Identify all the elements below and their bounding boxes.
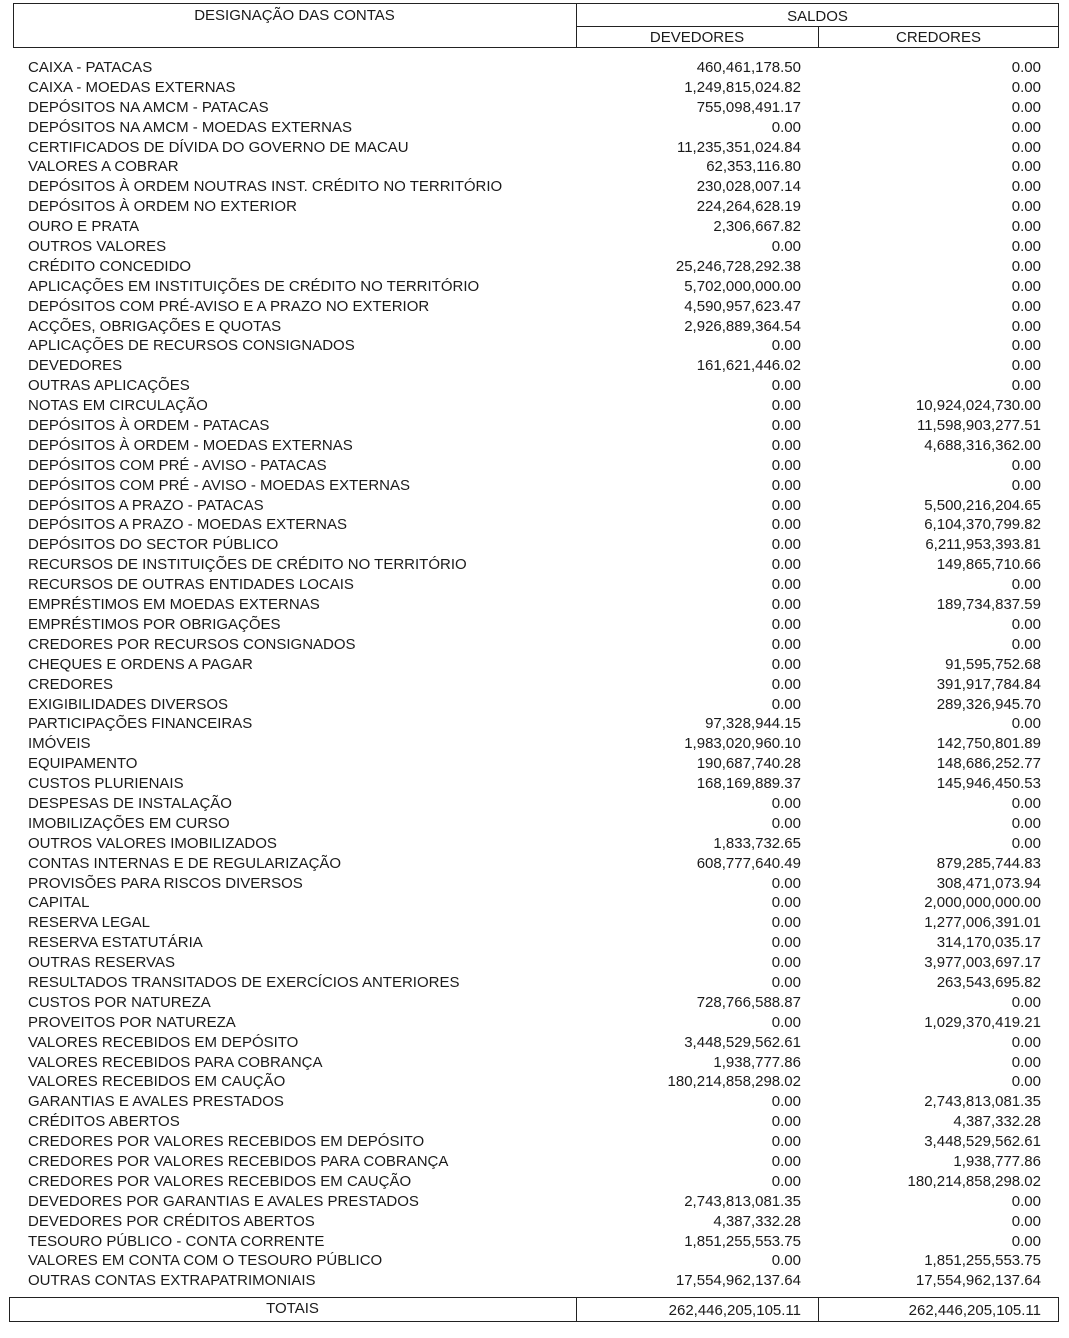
debit-value: 1,249,815,024.82 xyxy=(684,78,801,96)
debit-value: 608,777,640.49 xyxy=(696,854,801,872)
table-row xyxy=(0,874,1069,894)
table-row xyxy=(0,297,1069,317)
debit-value: 0.00 xyxy=(771,655,801,673)
table-row xyxy=(0,754,1069,774)
table-row xyxy=(0,336,1069,356)
table-row xyxy=(0,575,1069,595)
header-top-border xyxy=(13,3,1059,4)
account-name: RECURSOS DE INSTITUIÇÕES DE CRÉDITO NO TERRITÓRIO xyxy=(28,556,467,574)
account-name: RESERVA ESTATUTÁRIA xyxy=(28,934,203,952)
table-row xyxy=(0,893,1069,913)
account-name: DEPÓSITOS COM PRÉ - AVISO - PATACAS xyxy=(28,456,327,474)
debit-value: 0.00 xyxy=(771,794,801,812)
credit-value: 0.00 xyxy=(1011,78,1041,96)
table-row xyxy=(0,635,1069,655)
debit-value: 460,461,178.50 xyxy=(696,59,801,76)
debit-value: 0.00 xyxy=(771,576,801,594)
account-name: IMÓVEIS xyxy=(28,735,91,753)
credit-value: 145,946,450.53 xyxy=(936,775,1041,793)
credit-value: 10,924,024,730.00 xyxy=(915,397,1041,415)
account-name: PROVISÕES PARA RISCOS DIVERSOS xyxy=(28,874,303,892)
table-row xyxy=(0,118,1069,138)
credit-value: 263,543,695.82 xyxy=(936,973,1041,991)
account-name: OURO E PRATA xyxy=(28,218,140,236)
account-name: DEVEDORES POR CRÉDITOS ABERTOS xyxy=(28,1212,315,1230)
account-name: OUTRAS APLICAÇÕES xyxy=(28,377,190,395)
credit-value: 1,938,777.86 xyxy=(953,1152,1041,1170)
account-name: VALORES RECEBIDOS PARA COBRANÇA xyxy=(28,1053,323,1071)
table-row xyxy=(0,476,1069,496)
totals-bottom-border xyxy=(9,1321,1059,1322)
debit-value: 62,353,116.80 xyxy=(706,158,801,176)
table-row xyxy=(0,157,1069,177)
debit-value: 0.00 xyxy=(771,934,801,952)
debit-value: 0.00 xyxy=(771,914,801,932)
table-row xyxy=(0,1192,1069,1212)
credit-value: 189,734,837.59 xyxy=(936,596,1041,614)
table-row xyxy=(0,913,1069,933)
credit-value: 11,598,903,277.51 xyxy=(916,417,1041,435)
credit-value: 0.00 xyxy=(1011,317,1041,335)
account-name: EMPRÉSTIMOS EM MOEDAS EXTERNAS xyxy=(28,596,320,614)
table-row xyxy=(0,555,1069,575)
debit-value: 0.00 xyxy=(771,118,801,136)
account-name: DEPÓSITOS DO SECTOR PÚBLICO xyxy=(28,536,279,554)
account-name: CRÉDITOS ABERTOS xyxy=(28,1113,180,1131)
credit-value: 1,851,255,553.75 xyxy=(924,1252,1041,1270)
debit-value: 0.00 xyxy=(771,496,801,514)
debit-value: 0.00 xyxy=(771,1252,801,1270)
credit-value: 4,387,332.28 xyxy=(953,1113,1041,1131)
account-name: OUTRAS CONTAS EXTRAPATRIMONIAIS xyxy=(28,1272,316,1290)
credit-value: 0.00 xyxy=(1011,1033,1041,1051)
debit-value: 11,235,351,024.84 xyxy=(676,138,801,156)
account-name: CREDORES POR VALORES RECEBIDOS EM CAUÇÃO xyxy=(28,1172,412,1190)
account-name: OUTROS VALORES xyxy=(28,238,167,256)
credit-value: 2,743,813,081.35 xyxy=(924,1093,1041,1111)
table-row xyxy=(0,595,1069,615)
debit-value: 168,169,889.37 xyxy=(696,775,801,793)
credit-value: 0.00 xyxy=(1011,158,1041,176)
account-name: CREDORES POR RECURSOS CONSIGNADOS xyxy=(28,635,356,653)
credit-value: 0.00 xyxy=(1011,993,1041,1011)
table-row xyxy=(0,317,1069,337)
debit-value: 728,766,588.87 xyxy=(696,993,801,1011)
table-row xyxy=(0,615,1069,635)
debit-value: 0.00 xyxy=(771,1093,801,1111)
debit-value: 0.00 xyxy=(771,556,801,574)
account-name: DEPÓSITOS A PRAZO - PATACAS xyxy=(28,496,264,514)
account-name: RESULTADOS TRANSITADOS DE EXERCÍCIOS ANTERIORES xyxy=(28,973,460,991)
debit-value: 755,098,491.17 xyxy=(696,98,801,116)
table-row xyxy=(0,734,1069,754)
credit-value: 0.00 xyxy=(1011,635,1041,653)
table-row xyxy=(0,376,1069,396)
table-row xyxy=(0,933,1069,953)
table-row xyxy=(0,1033,1069,1053)
debit-value: 0.00 xyxy=(771,675,801,693)
table-row xyxy=(0,1271,1069,1291)
debit-value: 2,926,889,364.54 xyxy=(684,317,801,335)
debit-value: 0.00 xyxy=(771,874,801,892)
table-row xyxy=(0,854,1069,874)
credit-value: 0.00 xyxy=(1011,834,1041,852)
account-name: CAIXA - MOEDAS EXTERNAS xyxy=(28,78,236,96)
account-name: DEPÓSITOS NA AMCM - PATACAS xyxy=(28,98,269,116)
table-row xyxy=(0,138,1069,158)
credit-value: 0.00 xyxy=(1011,118,1041,136)
credit-value: 0.00 xyxy=(1011,59,1041,76)
account-name: DEPÓSITOS À ORDEM - MOEDAS EXTERNAS xyxy=(28,436,353,454)
credit-value: 879,285,744.83 xyxy=(936,854,1041,872)
account-name: VALORES RECEBIDOS EM CAUÇÃO xyxy=(28,1073,286,1091)
credit-value: 0.00 xyxy=(1011,218,1041,236)
header-bottom-border xyxy=(13,47,1059,48)
credit-value: 180,214,858,298.02 xyxy=(907,1172,1041,1190)
table-row xyxy=(0,217,1069,237)
credit-value: 3,448,529,562.61 xyxy=(924,1133,1041,1151)
credit-value: 0.00 xyxy=(1011,814,1041,832)
credit-value: 0.00 xyxy=(1011,178,1041,196)
credit-value: 0.00 xyxy=(1011,1073,1041,1091)
debit-value: 4,590,957,623.47 xyxy=(684,297,801,315)
account-name: DEPÓSITOS COM PRÉ-AVISO E A PRAZO NO EXTERIOR xyxy=(28,297,430,315)
debit-value: 180,214,858,298.02 xyxy=(667,1073,801,1091)
account-name: ACÇÕES, OBRIGAÇÕES E QUOTAS xyxy=(28,317,282,335)
account-name: CERTIFICADOS DE DÍVIDA DO GOVERNO DE MACAU xyxy=(28,138,409,156)
table-row xyxy=(0,456,1069,476)
table-row xyxy=(0,714,1069,734)
account-name: PARTICIPAÇÕES FINANCEIRAS xyxy=(28,715,253,733)
account-name: GARANTIAS E AVALES PRESTADOS xyxy=(28,1093,284,1111)
header-designation: DESIGNAÇÃO DAS CONTAS xyxy=(194,7,395,24)
table-row xyxy=(0,356,1069,376)
table-row xyxy=(0,1053,1069,1073)
account-name: DEPÓSITOS À ORDEM NO EXTERIOR xyxy=(28,198,297,216)
table-row xyxy=(0,1132,1069,1152)
debit-value: 0.00 xyxy=(771,596,801,614)
totals-debit: 262,446,205,105.11 xyxy=(668,1302,801,1319)
account-name: CRÉDITO CONCEDIDO xyxy=(28,257,192,275)
account-name: CREDORES POR VALORES RECEBIDOS PARA COBRANÇA xyxy=(28,1152,449,1170)
debit-value: 97,328,944.15 xyxy=(705,715,801,733)
credit-value: 0.00 xyxy=(1011,615,1041,633)
debit-value: 3,448,529,562.61 xyxy=(684,1033,801,1051)
totals-divider-2 xyxy=(818,1297,819,1322)
credit-value: 149,865,710.66 xyxy=(936,556,1041,574)
table-row xyxy=(0,277,1069,297)
totals-top-border xyxy=(9,1297,1059,1298)
debit-value: 0.00 xyxy=(771,635,801,653)
credit-value: 5,500,216,204.65 xyxy=(924,496,1041,514)
debit-value: 0.00 xyxy=(771,1113,801,1131)
credit-value: 17,554,962,137.64 xyxy=(915,1272,1041,1290)
totals-credit: 262,446,205,105.11 xyxy=(908,1302,1041,1319)
credit-value: 2,000,000,000.00 xyxy=(924,894,1041,912)
debit-value: 1,983,020,960.10 xyxy=(684,735,801,753)
debit-value: 17,554,962,137.64 xyxy=(675,1272,801,1290)
debit-value: 0.00 xyxy=(771,456,801,474)
header-balances: SALDOS xyxy=(787,8,848,25)
debit-value: 230,028,007.14 xyxy=(696,178,801,196)
debit-value: 0.00 xyxy=(771,615,801,633)
account-name: VALORES EM CONTA COM O TESOURO PÚBLICO xyxy=(28,1252,383,1270)
account-name: TESOURO PÚBLICO - CONTA CORRENTE xyxy=(28,1232,325,1250)
credit-value: 0.00 xyxy=(1011,576,1041,594)
account-name: RECURSOS DE OUTRAS ENTIDADES LOCAIS xyxy=(28,576,354,594)
account-name: CAIXA - PATACAS xyxy=(28,59,153,76)
debit-value: 0.00 xyxy=(771,238,801,256)
table-row xyxy=(0,78,1069,98)
header-creditors: CREDORES xyxy=(895,29,981,46)
credit-value: 1,029,370,419.21 xyxy=(924,1013,1041,1031)
debit-value: 0.00 xyxy=(771,695,801,713)
debit-value: 0.00 xyxy=(771,973,801,991)
table-row xyxy=(0,993,1069,1013)
table-row xyxy=(0,177,1069,197)
totals-divider-1 xyxy=(576,1297,577,1322)
credit-value: 1,277,006,391.01 xyxy=(924,914,1041,932)
credit-value: 0.00 xyxy=(1011,357,1041,375)
account-name: EQUIPAMENTO xyxy=(28,755,138,773)
table-row xyxy=(0,973,1069,993)
table-row xyxy=(0,695,1069,715)
debit-value: 161,621,446.02 xyxy=(696,357,801,375)
debit-value: 0.00 xyxy=(771,337,801,355)
table-row xyxy=(0,655,1069,675)
table-row xyxy=(0,496,1069,516)
credit-value: 0.00 xyxy=(1011,456,1041,474)
account-name: OUTRAS RESERVAS xyxy=(28,954,175,972)
account-name: VALORES A COBRAR xyxy=(28,158,179,176)
table-row xyxy=(0,1232,1069,1252)
credit-value: 0.00 xyxy=(1011,198,1041,216)
credit-value: 4,688,316,362.00 xyxy=(924,436,1041,454)
credit-value: 0.00 xyxy=(1011,794,1041,812)
debit-value: 5,702,000,000.00 xyxy=(684,277,801,295)
credit-value: 308,471,073.94 xyxy=(936,874,1041,892)
debit-value: 0.00 xyxy=(771,1152,801,1170)
credit-value: 6,104,370,799.82 xyxy=(924,516,1041,534)
credit-value: 391,917,784.84 xyxy=(936,675,1041,693)
debit-value: 2,743,813,081.35 xyxy=(684,1192,801,1210)
debit-value: 2,306,667.82 xyxy=(713,218,801,236)
account-name: CREDORES xyxy=(28,675,114,693)
debit-value: 0.00 xyxy=(771,476,801,494)
credit-value: 289,326,945.70 xyxy=(936,695,1041,713)
debit-value: 0.00 xyxy=(771,397,801,415)
account-name: CREDORES POR VALORES RECEBIDOS EM DEPÓSITO xyxy=(28,1133,425,1151)
account-name: DEVEDORES POR GARANTIAS E AVALES PRESTADOS xyxy=(28,1192,419,1210)
credit-value: 142,750,801.89 xyxy=(936,735,1041,753)
table-row xyxy=(0,515,1069,535)
credit-value: 0.00 xyxy=(1011,1212,1041,1230)
account-name: APLICAÇÕES DE RECURSOS CONSIGNADOS xyxy=(28,337,355,355)
credit-value: 0.00 xyxy=(1011,715,1041,733)
table-row xyxy=(0,98,1069,118)
table-row xyxy=(0,834,1069,854)
table-row xyxy=(0,535,1069,555)
account-name: EMPRÉSTIMOS POR OBRIGAÇÕES xyxy=(28,615,281,633)
credit-value: 314,170,035.17 xyxy=(936,934,1041,952)
credit-value: 6,211,953,393.81 xyxy=(925,536,1041,554)
debit-value: 25,246,728,292.38 xyxy=(675,257,801,275)
account-rows xyxy=(0,58,1069,1291)
account-name: IMOBILIZAÇÕES EM CURSO xyxy=(28,814,230,832)
credit-value: 0.00 xyxy=(1011,238,1041,256)
debit-value: 0.00 xyxy=(771,436,801,454)
account-name: EXIGIBILIDADES DIVERSOS xyxy=(28,695,229,713)
debit-value: 0.00 xyxy=(771,1172,801,1190)
credit-value: 0.00 xyxy=(1011,257,1041,275)
account-name: DEPÓSITOS A PRAZO - MOEDAS EXTERNAS xyxy=(28,516,347,534)
debit-value: 0.00 xyxy=(771,954,801,972)
account-name: CHEQUES E ORDENS A PAGAR xyxy=(28,655,253,673)
account-name: DEPÓSITOS À ORDEM NOUTRAS INST. CRÉDITO NO TERRITÓRIO xyxy=(28,178,503,196)
table-row xyxy=(0,675,1069,695)
credit-value: 0.00 xyxy=(1011,1053,1041,1071)
account-name: DEVEDORES xyxy=(28,357,123,375)
account-name: RESERVA LEGAL xyxy=(28,914,151,932)
debit-value: 1,833,732.65 xyxy=(713,834,801,852)
account-name: DESPESAS DE INSTALAÇÃO xyxy=(28,794,232,812)
credit-value: 91,595,752.68 xyxy=(945,655,1041,673)
table-row xyxy=(0,1112,1069,1132)
debit-value: 0.00 xyxy=(771,417,801,435)
debit-value: 1,851,255,553.75 xyxy=(684,1232,801,1250)
debit-value: 224,264,628.19 xyxy=(696,198,801,216)
account-name: CUSTOS PLURIENAIS xyxy=(28,775,184,793)
table-row xyxy=(0,1251,1069,1271)
debit-value: 4,387,332.28 xyxy=(713,1212,801,1230)
table-row xyxy=(0,794,1069,814)
totals-label: TOTAIS xyxy=(266,1300,319,1317)
table-row xyxy=(0,257,1069,277)
account-name: DEPÓSITOS À ORDEM - PATACAS xyxy=(28,417,270,435)
table-row xyxy=(0,774,1069,794)
table-row xyxy=(0,814,1069,834)
debit-value: 0.00 xyxy=(771,894,801,912)
credit-value: 0.00 xyxy=(1011,138,1041,156)
table-row xyxy=(0,197,1069,217)
table-row xyxy=(0,953,1069,973)
credit-value: 0.00 xyxy=(1011,377,1041,395)
account-name: CUSTOS POR NATUREZA xyxy=(28,993,211,1011)
debit-value: 0.00 xyxy=(771,814,801,832)
credit-value: 3,977,003,697.17 xyxy=(924,954,1041,972)
debit-value: 0.00 xyxy=(771,1133,801,1151)
debit-value: 190,687,740.28 xyxy=(696,755,801,773)
debit-value: 1,938,777.86 xyxy=(713,1053,801,1071)
credit-value: 0.00 xyxy=(1011,476,1041,494)
table-row xyxy=(0,237,1069,257)
table-row xyxy=(0,416,1069,436)
table-row xyxy=(0,1152,1069,1172)
table-row xyxy=(0,1212,1069,1232)
totals-right-border xyxy=(1058,1297,1059,1322)
debit-value: 0.00 xyxy=(771,536,801,554)
table-row xyxy=(0,396,1069,416)
account-name: CONTAS INTERNAS E DE REGULARIZAÇÃO xyxy=(28,854,342,872)
table-row xyxy=(0,1092,1069,1112)
debit-value: 0.00 xyxy=(771,1013,801,1031)
credit-value: 0.00 xyxy=(1011,1192,1041,1210)
account-name: PROVEITOS POR NATUREZA xyxy=(28,1013,236,1031)
account-name: CAPITAL xyxy=(28,894,90,912)
table-row xyxy=(0,58,1069,78)
credit-value: 148,686,252.77 xyxy=(936,755,1041,773)
credit-value: 0.00 xyxy=(1011,277,1041,295)
account-name: DEPÓSITOS NA AMCM - MOEDAS EXTERNAS xyxy=(28,118,352,136)
credit-value: 0.00 xyxy=(1011,1232,1041,1250)
account-name: VALORES RECEBIDOS EM DEPÓSITO xyxy=(28,1033,299,1051)
debit-value: 0.00 xyxy=(771,516,801,534)
debit-value: 0.00 xyxy=(771,377,801,395)
table-row xyxy=(0,1013,1069,1033)
credit-value: 0.00 xyxy=(1011,337,1041,355)
account-name: APLICAÇÕES EM INSTITUIÇÕES DE CRÉDITO NO TERRITÓRIO xyxy=(28,277,480,295)
credit-value: 0.00 xyxy=(1011,98,1041,116)
header-debtors: DEVEDORES xyxy=(649,29,745,46)
table-row xyxy=(0,1172,1069,1192)
credit-value: 0.00 xyxy=(1011,297,1041,315)
account-name: OUTROS VALORES IMOBILIZADOS xyxy=(28,834,277,852)
table-row xyxy=(0,1072,1069,1092)
account-name: NOTAS EM CIRCULAÇÃO xyxy=(28,397,208,415)
account-name: DEPÓSITOS COM PRÉ - AVISO - MOEDAS EXTERNAS xyxy=(28,476,411,494)
table-row xyxy=(0,436,1069,456)
